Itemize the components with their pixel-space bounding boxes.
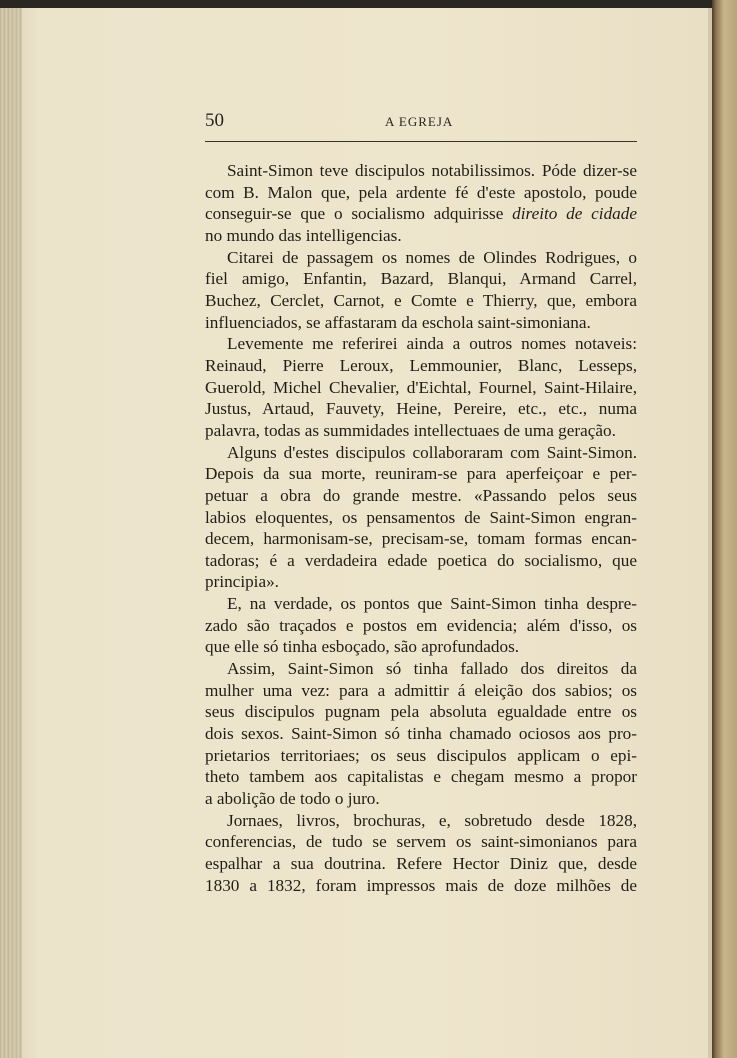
text-line: petuar a obra do grande mestre. «Passando pelos seus: [205, 485, 637, 505]
page-gutter: [0, 8, 22, 1058]
text-line: a abolição de todo o juro.: [205, 789, 380, 809]
text-line: influenciados, se affastaram da eschola saint-simoniana.: [205, 312, 591, 332]
text-line: theto tambem aos capitalistas e chegam mesmo a propor: [205, 767, 637, 787]
text-line: principia».: [205, 572, 279, 592]
text-line: Justus, Artaud, Fauvety, Heine, Pereire, etc., etc., numa: [205, 399, 637, 419]
text-line: 1830 a 1832, foram impressos mais de doze milhões de: [205, 875, 637, 895]
italic-phrase: direito de cidade: [512, 204, 637, 224]
text-line: prietarios territoriaes; os seus discipulos applicam o epi-: [205, 745, 637, 765]
text-line: Reinaud, Pierre Leroux, Lemmounier, Blanc, Lesseps,: [205, 355, 637, 375]
text-line: fiel amigo, Enfantin, Bazard, Blanqui, Armand Carrel,: [205, 269, 637, 289]
adjacent-page-edge: [712, 0, 737, 1058]
text-line: Assim, Saint-Simon só tinha fallado dos direitos da: [227, 659, 637, 679]
text-run: conseguir-se que o socialismo adquirisse: [205, 204, 513, 224]
text-line: espalhar a sua doutrina. Refere Hector Diniz que, desde: [205, 854, 637, 873]
text-line: conferencias, de tudo se servem os saint-simonianos para: [205, 832, 637, 852]
text-line: Jornaes, livros, brochuras, e, sobretudo desde 1828,: [227, 810, 637, 830]
running-title: A EGREJA: [385, 114, 454, 129]
page-number: 50: [205, 110, 224, 131]
text-line: Guerold, Michel Chevalier, d'Eichtal, Fournel, Saint-Hilaire,: [205, 377, 637, 397]
text-line: Buchez, Cerclet, Carnot, e Comte e Thierry, que, embora: [205, 290, 637, 310]
text-line: tadoras; é a verdadeira edade poetica do socialismo, que: [205, 550, 637, 570]
text-line: mulher uma vez: para a admittir á eleição dos sabios; os: [205, 680, 637, 700]
text-line: zado são traçados e postos em evidencia; além d'isso, os: [205, 615, 637, 635]
text-line: palavra, todas as summidades intellectuaes de uma geração.: [205, 420, 616, 440]
text-line: Alguns d'estes discipulos collaboraram com Saint-Simon.: [227, 442, 637, 462]
text-line: Citarei de passagem os nomes de Olindes Rodrigues, o: [227, 247, 637, 267]
body-text: [205, 160, 637, 896]
text-line: labios eloquentes, os pensamentos de Saint-Simon engran-: [205, 507, 637, 527]
text-line: E, na verdade, os pontos que Saint-Simon tinha despre-: [227, 594, 637, 614]
text-line: Saint-Simon teve discipulos notabilissimos. Póde dizer-se: [227, 161, 637, 180]
running-header: [205, 110, 637, 134]
text-line: Depois da sua morte, reuniram-se para aperfeiçoar e per-: [205, 464, 637, 484]
header-rule: [205, 141, 637, 142]
text-line: no mundo das intelligencias.: [205, 225, 402, 245]
text-line: Levemente me referirei ainda a outros nomes notaveis:: [227, 334, 637, 354]
text-line: decem, harmonisam-se, precisam-se, tomam formas encan-: [205, 529, 637, 549]
text-line: que elle só tinha esboçado, são aprofundados.: [205, 637, 520, 657]
text-line: [205, 203, 637, 225]
text-line: seus discipulos pugnam pela absoluta egualdade entre os: [205, 702, 637, 722]
text-line: com B. Malon que, pela ardente fé d'este apostolo, poude: [205, 182, 637, 202]
text-line: dois sexos. Saint-Simon só tinha chamado ociosos aos pro-: [205, 724, 637, 744]
